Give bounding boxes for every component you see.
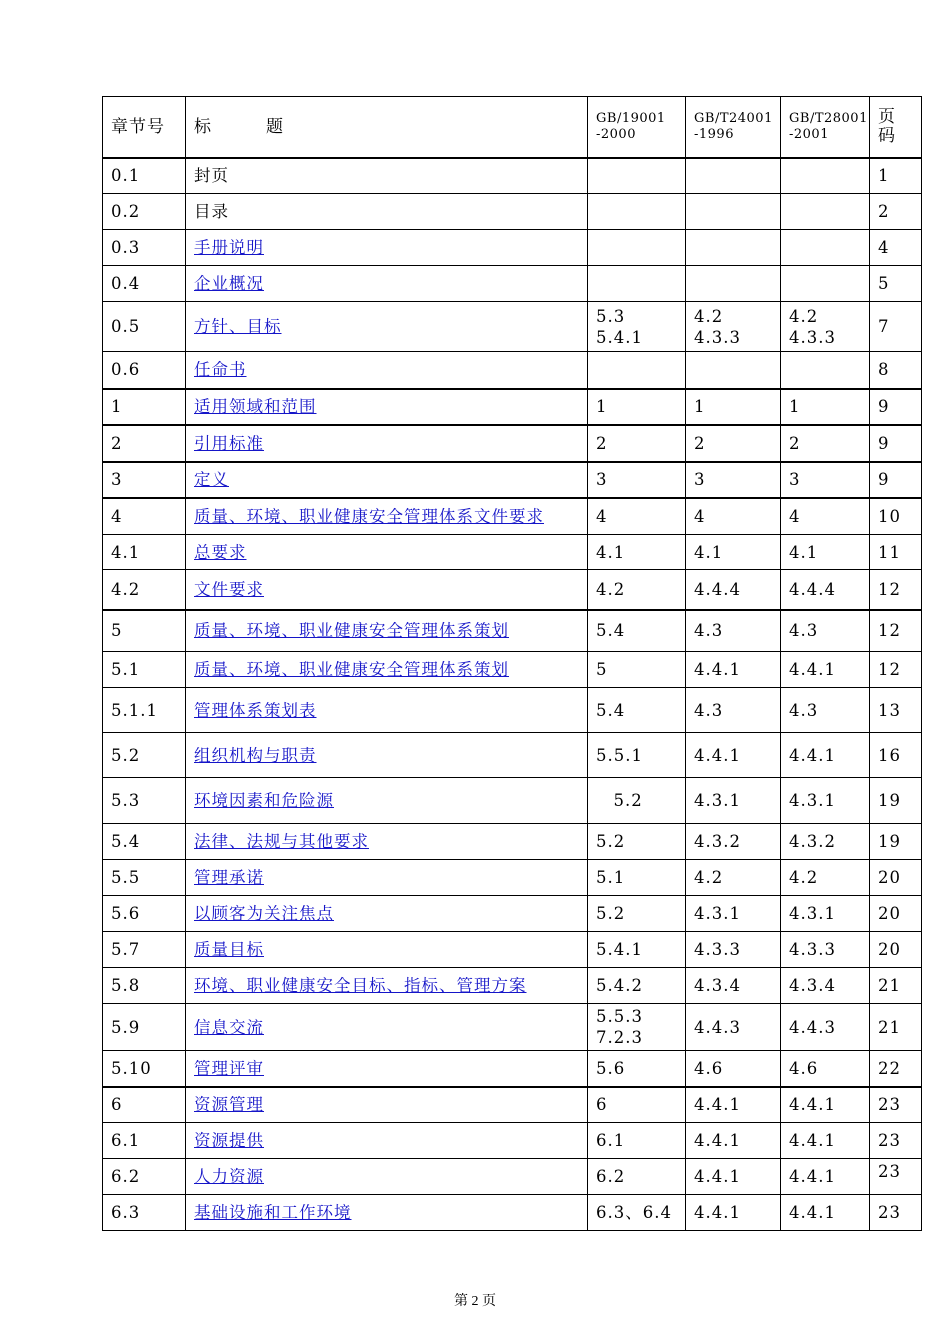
chapter-number: 0.5 (103, 302, 186, 352)
gbt28001-clause: 4.3 (781, 610, 870, 652)
page-number: 4 (870, 230, 922, 266)
gbt28001-clause: 4.3.1 (781, 778, 870, 824)
header-page: 页 码 (870, 97, 922, 158)
gb19001-clause: 5.2 (588, 824, 686, 860)
gbt24001-clause: 4.3 (686, 610, 781, 652)
page-number: 19 (870, 824, 922, 860)
gbt24001-clause: 4.4.4 (686, 570, 781, 610)
gbt24001-clause: 4.4.1 (686, 733, 781, 778)
gbt28001-clause: 4.4.1 (781, 1123, 870, 1159)
gb19001-clause (588, 266, 686, 302)
gbt24001-clause: 4.3.1 (686, 778, 781, 824)
gbt28001-clause: 4.4.1 (781, 1087, 870, 1123)
section-title-link[interactable]: 法律、法规与其他要求 (194, 832, 369, 851)
section-title (186, 266, 588, 302)
chapter-number: 6 (103, 1087, 186, 1123)
table-row (103, 158, 922, 194)
gb19001-clause: 6 (588, 1087, 686, 1123)
section-title-link[interactable]: 方针、目标 (194, 317, 282, 336)
table-row (103, 352, 922, 389)
table-header-row (103, 97, 922, 158)
section-title (186, 1123, 588, 1159)
section-title (186, 860, 588, 896)
table-row (103, 498, 922, 535)
section-title: 目录 (186, 194, 588, 230)
table-row (103, 932, 922, 968)
section-title (186, 1159, 588, 1195)
section-title: 封页 (186, 158, 588, 194)
chapter-number: 4.1 (103, 535, 186, 570)
chapter-number: 6.1 (103, 1123, 186, 1159)
section-title (186, 932, 588, 968)
table-row (103, 824, 922, 860)
gb19001-clause: 5.4 (588, 688, 686, 733)
table-row (103, 968, 922, 1004)
gbt24001-clause: 1 (686, 389, 781, 425)
section-title (186, 498, 588, 535)
section-title (186, 352, 588, 389)
gbt24001-clause (686, 266, 781, 302)
section-title-link[interactable]: 基础设施和工作环境 (194, 1203, 352, 1222)
gb19001-clause: 6.3、6.4 (588, 1195, 686, 1231)
page-number: 19 (870, 778, 922, 824)
gb19001-clause: 5 (588, 652, 686, 688)
gb19001-clause: 5.3 5.4.1 (588, 302, 686, 352)
gb19001-clause: 2 (588, 425, 686, 462)
section-title (186, 1195, 588, 1231)
chapter-number: 0.2 (103, 194, 186, 230)
gb19001-clause: 5.5.3 7.2.3 (588, 1004, 686, 1051)
section-title (186, 1004, 588, 1051)
section-title-link[interactable]: 质量、环境、职业健康安全管理体系文件要求 (194, 506, 544, 526)
section-title-link[interactable]: 适用领域和范围 (194, 397, 317, 416)
gb19001-clause: 5.2 (588, 896, 686, 932)
gbt28001-clause: 4.4.1 (781, 1159, 870, 1195)
gbt28001-clause (781, 230, 870, 266)
gb19001-clause (588, 158, 686, 194)
gbt28001-clause: 4.3 (781, 688, 870, 733)
gbt24001-clause: 4.4.1 (686, 1195, 781, 1231)
table-row (103, 302, 922, 352)
section-title-link[interactable]: 任命书 (194, 360, 247, 380)
table-row (103, 688, 922, 733)
chapter-number: 5.8 (103, 968, 186, 1004)
gbt24001-clause (686, 194, 781, 230)
page-number: 23 (870, 1195, 922, 1231)
table-row (103, 778, 922, 824)
section-title-link[interactable]: 以顾客为关注焦点 (194, 904, 334, 923)
gbt24001-clause (686, 230, 781, 266)
page-number: 7 (870, 302, 922, 352)
page-number: 13 (870, 688, 922, 733)
table-row (103, 462, 922, 498)
gbt28001-clause: 4.2 4.3.3 (781, 302, 870, 352)
page-number: 20 (870, 896, 922, 932)
gb19001-clause: 5.6 (588, 1051, 686, 1087)
table-row (103, 266, 922, 302)
page-number: 16 (870, 733, 922, 778)
page-number: 12 (870, 570, 922, 610)
page-number: 11 (870, 535, 922, 570)
table-row (103, 733, 922, 778)
section-title-link[interactable]: 组织机构与职责 (194, 745, 317, 765)
gbt24001-clause (686, 352, 781, 389)
gbt24001-clause: 4.4.1 (686, 1087, 781, 1123)
table-row (103, 570, 922, 610)
chapter-number: 0.4 (103, 266, 186, 302)
chapter-number: 5 (103, 610, 186, 652)
section-title (186, 1051, 588, 1087)
gbt28001-clause: 4.3.3 (781, 932, 870, 968)
table-row (103, 194, 922, 230)
section-title-link[interactable]: 人力资源 (194, 1167, 264, 1186)
chapter-number: 5.10 (103, 1051, 186, 1087)
gbt24001-clause: 2 (686, 425, 781, 462)
page-number: 8 (870, 352, 922, 389)
gbt24001-clause: 4.6 (686, 1051, 781, 1087)
section-title-link[interactable]: 资源提供 (194, 1131, 264, 1150)
header-gbt28001: GB/T28001 -2001 (781, 97, 870, 158)
gbt28001-clause (781, 194, 870, 230)
section-title-link[interactable]: 质量目标 (194, 940, 264, 959)
gbt24001-clause: 4.4.1 (686, 1123, 781, 1159)
gbt28001-clause: 4.2 (781, 860, 870, 896)
page-number: 9 (870, 425, 922, 462)
chapter-number: 0.6 (103, 352, 186, 389)
gbt28001-clause: 4.4.1 (781, 733, 870, 778)
section-title (186, 778, 588, 824)
gbt28001-clause: 4.4.1 (781, 1195, 870, 1231)
section-title (186, 652, 588, 688)
table-row (103, 652, 922, 688)
section-title-link[interactable]: 管理体系策划表 (194, 700, 317, 720)
gbt24001-clause: 3 (686, 462, 781, 498)
gbt28001-clause: 4.4.1 (781, 652, 870, 688)
table-row (103, 1004, 922, 1051)
page-number: 2 (870, 194, 922, 230)
page-number: 5 (870, 266, 922, 302)
gb19001-clause: 5.2 (588, 778, 686, 824)
gb19001-clause (588, 230, 686, 266)
table-row (103, 1051, 922, 1087)
gbt24001-clause: 4.4.1 (686, 1159, 781, 1195)
gbt24001-clause: 4.3.1 (686, 896, 781, 932)
page-number: 23 (870, 1087, 922, 1123)
gb19001-clause: 5.4 (588, 610, 686, 652)
chapter-number: 5.7 (103, 932, 186, 968)
header-title: 标 题 (186, 97, 588, 158)
section-title-link[interactable]: 信息交流 (194, 1017, 264, 1037)
gb19001-clause: 4.1 (588, 535, 686, 570)
page-number: 12 (870, 610, 922, 652)
page-number: 22 (870, 1051, 922, 1087)
chapter-number: 5.1 (103, 652, 186, 688)
section-title-link[interactable]: 质量、环境、职业健康安全管理体系策划 (194, 621, 509, 641)
page-number: 20 (870, 860, 922, 896)
section-title (186, 610, 588, 652)
gb19001-clause (588, 194, 686, 230)
gb19001-clause: 3 (588, 462, 686, 498)
section-title-link[interactable]: 企业概况 (194, 274, 264, 293)
section-title (186, 462, 588, 498)
section-title (186, 688, 588, 733)
chapter-number: 6.2 (103, 1159, 186, 1195)
chapter-number: 6.3 (103, 1195, 186, 1231)
page-number: 23 (870, 1123, 922, 1159)
table-row (103, 610, 922, 652)
gbt28001-clause: 2 (781, 425, 870, 462)
chapter-number: 0.1 (103, 158, 186, 194)
gb19001-clause: 1 (588, 389, 686, 425)
chapter-number: 4.2 (103, 570, 186, 610)
section-title (186, 389, 588, 425)
gbt24001-clause: 4.2 4.3.3 (686, 302, 781, 352)
table-row (103, 425, 922, 462)
page-number: 10 (870, 498, 922, 535)
page-number: 21 (870, 1004, 922, 1051)
gbt24001-clause: 4.3.4 (686, 968, 781, 1004)
gbt28001-clause (781, 352, 870, 389)
page-number: 21 (870, 968, 922, 1004)
table-row (103, 1123, 922, 1159)
page-number: 20 (870, 932, 922, 968)
table-row (103, 230, 922, 266)
gbt28001-clause: 4.3.1 (781, 896, 870, 932)
gbt28001-clause: 1 (781, 389, 870, 425)
gbt28001-clause: 4.4.4 (781, 570, 870, 610)
table-row (103, 1159, 922, 1195)
section-title (186, 1087, 588, 1123)
gb19001-clause: 5.1 (588, 860, 686, 896)
gb19001-clause: 5.4.1 (588, 932, 686, 968)
section-title-link[interactable]: 资源管理 (194, 1095, 264, 1115)
section-title-link[interactable]: 文件要求 (194, 579, 264, 599)
chapter-number: 5.4 (103, 824, 186, 860)
page-number: 12 (870, 652, 922, 688)
section-title (186, 733, 588, 778)
table-row (103, 860, 922, 896)
header-chapter: 章节号 (103, 97, 186, 158)
section-title (186, 230, 588, 266)
gbt24001-clause: 4.4.1 (686, 652, 781, 688)
chapter-number: 5.1.1 (103, 688, 186, 733)
gbt24001-clause: 4.2 (686, 860, 781, 896)
gbt28001-clause: 3 (781, 462, 870, 498)
gbt24001-clause (686, 158, 781, 194)
gb19001-clause: 4.2 (588, 570, 686, 610)
chapter-number: 5.2 (103, 733, 186, 778)
gb19001-clause: 6.2 (588, 1159, 686, 1195)
gb19001-clause: 5.4.2 (588, 968, 686, 1004)
chapter-number: 3 (103, 462, 186, 498)
section-title-link[interactable]: 环境、职业健康安全目标、指标、管理方案 (194, 976, 527, 995)
section-title (186, 570, 588, 610)
table-row (103, 1087, 922, 1123)
gb19001-clause: 6.1 (588, 1123, 686, 1159)
table-row (103, 535, 922, 570)
gbt28001-clause: 4.3.4 (781, 968, 870, 1004)
gbt24001-clause: 4.1 (686, 535, 781, 570)
section-title (186, 968, 588, 1004)
section-title-link[interactable]: 质量、环境、职业健康安全管理体系策划 (194, 660, 509, 679)
chapter-number: 5.9 (103, 1004, 186, 1051)
section-title (186, 425, 588, 462)
gbt28001-clause: 4.4.3 (781, 1004, 870, 1051)
section-title-link[interactable]: 手册说明 (194, 238, 264, 257)
header-gb19001: GB/19001 -2000 (588, 97, 686, 158)
toc-table (102, 96, 922, 1231)
header-gbt24001: GB/T24001 -1996 (686, 97, 781, 158)
gbt24001-clause: 4.3.2 (686, 824, 781, 860)
section-title (186, 302, 588, 352)
chapter-number: 2 (103, 425, 186, 462)
gb19001-clause: 5.5.1 (588, 733, 686, 778)
section-title (186, 896, 588, 932)
table-row (103, 1195, 922, 1231)
chapter-number: 0.3 (103, 230, 186, 266)
section-title-link[interactable]: 总要求 (194, 542, 247, 562)
gb19001-clause: 4 (588, 498, 686, 535)
section-title-link[interactable]: 管理评审 (194, 1058, 264, 1078)
gbt28001-clause: 4.1 (781, 535, 870, 570)
page-number: 9 (870, 389, 922, 425)
section-title-link[interactable]: 环境因素和危险源 (194, 791, 334, 810)
chapter-number: 1 (103, 389, 186, 425)
page-number: 9 (870, 462, 922, 498)
chapter-number: 4 (103, 498, 186, 535)
page-number: 23 (870, 1159, 922, 1195)
gbt28001-clause: 4.3.2 (781, 824, 870, 860)
gb19001-clause (588, 352, 686, 389)
chapter-number: 5.5 (103, 860, 186, 896)
gbt28001-clause (781, 266, 870, 302)
gbt24001-clause: 4.3.3 (686, 932, 781, 968)
page-number: 1 (870, 158, 922, 194)
section-title-link[interactable]: 定义 (194, 470, 229, 489)
chapter-number: 5.6 (103, 896, 186, 932)
gbt24001-clause: 4 (686, 498, 781, 535)
table-row (103, 896, 922, 932)
page-footer: 第 2 页 (454, 1294, 496, 1309)
section-title-link[interactable]: 引用标准 (194, 433, 264, 453)
chapter-number: 5.3 (103, 778, 186, 824)
gbt28001-clause: 4.6 (781, 1051, 870, 1087)
section-title (186, 824, 588, 860)
section-title-link[interactable]: 管理承诺 (194, 868, 264, 887)
gbt24001-clause: 4.3 (686, 688, 781, 733)
table-row (103, 389, 922, 425)
gbt28001-clause: 4 (781, 498, 870, 535)
gbt28001-clause (781, 158, 870, 194)
gbt24001-clause: 4.4.3 (686, 1004, 781, 1051)
section-title (186, 535, 588, 570)
